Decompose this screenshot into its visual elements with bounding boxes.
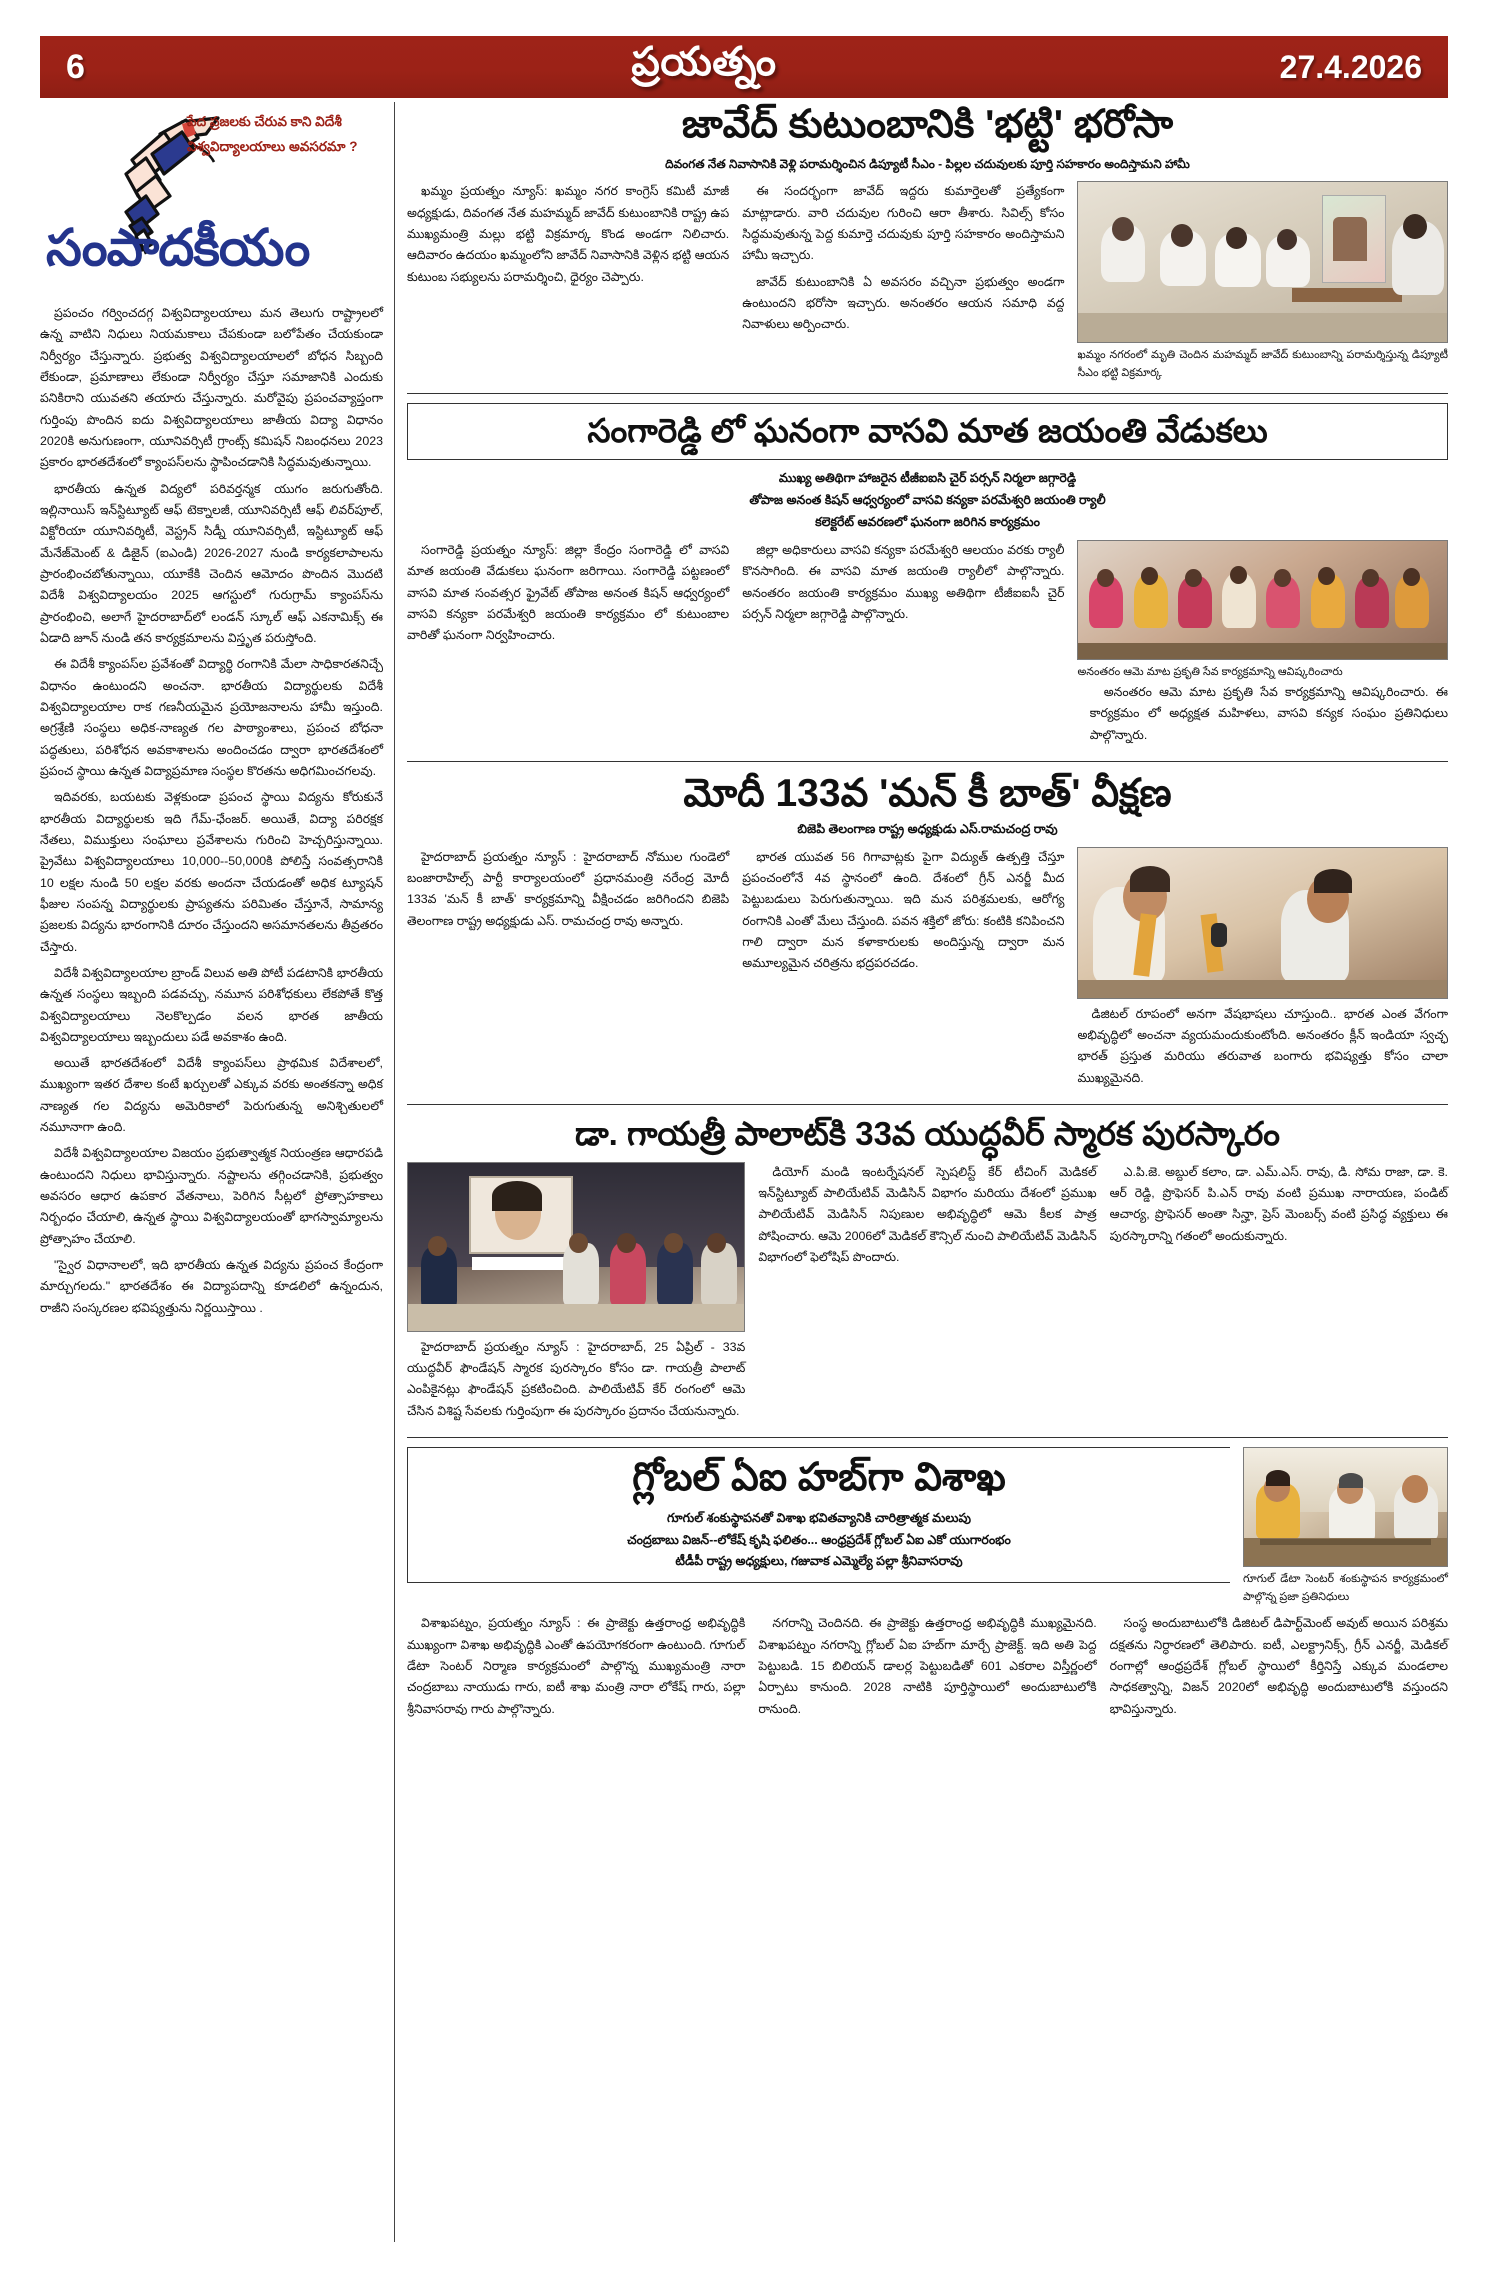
article-ai-col-2 xyxy=(758,1613,1096,1720)
page-masthead-bar xyxy=(40,36,1448,98)
headline-gayatri-palat-award: డా. గాయత్రీ పాలాట్‌కి 33వ యుద్ధవీర్ స్మారక పురస్కారం xyxy=(574,1114,1281,1152)
article-sangareddy-vasavi xyxy=(407,403,1448,751)
editorial-paragraph: ఈ విదేశీ క్యాంపస్‌ల ప్రవేశంతో విద్యార్థి రంగానికి మేలా సాధికారతనిచ్చే విధానం ఉంటుందని అంచనా. భారతీయ విద్యార్థులకు విదేశీ విశ్వవిద్యాలయాల రాక గణనీయమైన ప్రయోజనాలను హామీ ఇస్తుంది. అగ్రశ్రేణి సంస్థలు అధిక-నాణ్యత గల పాఠ్యాంశాలు, ప్రపంచ బోధనా పద్ధతులు, పరిశోధన అవకాశాలను అందించడం ద్వారా భారతదేశంలో ప్రపంచ స్థాయి ఉన్నత విద్యాప్రమాణ సంస్థల కొరతను అధిగమించగలవు. xyxy=(40,657,383,778)
article-sangareddy-col-2 xyxy=(742,540,1064,625)
paragraph: జావేద్ కుటుంబానికి ఏ అవసరం వచ్చినా ప్రభుత్వం అండగా ఉంటుందని భరోసా ఇచ్చారు. అనంతరం ఆయన సమాధి వద్ద నివాళులు అర్పించారు. xyxy=(742,274,1065,332)
article-javed-bhatti xyxy=(407,102,1448,383)
caption-ai-hub: గూగుల్ డేటా సెంటర్ శంకుస్థాపన కార్యక్రమంలో పాల్గొన్న ప్రజా ప్రతినిధులు xyxy=(1243,1572,1448,1603)
paragraph: డియోగ్ మండి ఇంటర్నేషనల్ స్పెషలిస్ట్ కేర్ టీచింగ్ మెడికల్ ఇన్‌స్టిట్యూట్ పాలియేటివ్ మెడిసిన్ విభాగం మరియు దేశంలో ప్రముఖ పాలియేటివ్ మెడిసిన్ నిపుణుల అభివృద్ధిలో ఆమె కీలక పాత్ర పోషించారు. ఆమె 2006లో మెడికల్ కౌన్సిల్ నుంచి పాలియేటివ్ మెడిసిన్ విభాగంలో ఫెలోషిప్ పొందారు. xyxy=(758,1164,1097,1264)
subhead-line-1: ముఖ్య అతిథిగా హాజరైన టీజీఐఐసి చైర్ పర్సన్ నిర్మలా జగ్గారెడ్డి xyxy=(778,471,1077,486)
editorial-kicker-line-1: పేద ప్రజలకు చేరువ కాని విదేశీ xyxy=(187,114,342,129)
paragraph: డిజిటల్ రూపంలో అనగా వేషభాషలు చూస్తుంది.. భారత ఎంత వేగంగా అభివృద్ధిలో అంచనా వ్యయమందుకుంటోంది. అనంతరం క్లీన్ ఇండియా స్వచ్ఛ భారత్ ప్రస్తుత మరియు తరువాత బంగారు భవిష్యత్తు కోసం చాలా ముఖ్యమైనది. xyxy=(1077,1006,1448,1085)
paragraph: విశాఖపట్నం, ప్రయత్నం న్యూస్ : ఈ ప్రాజెక్టు ఉత్తరాంధ్ర అభివృద్ధికి ముఖ్యంగా విశాఖ అభివృద్ధికి ఎంతో ఉపయోగకరంగా ఉంటుంది. గూగుల్ డేటా సెంటర్ నిర్మాణ కార్యక్రమంలో పాల్గొన్న ముఖ్యమంత్రి నారా చంద్రబాబు నాయుడు గారు, ఐటీ శాఖ మంత్రి నారా లోకేష్ గారు, పల్లా శ్రీనివాసరావు గారు పాల్గొన్నారు. xyxy=(407,1616,746,1716)
subhead-line-2: తోపాజ అనంత కిషన్ ఆధ్వర్యంలో వాసవి కన్యకా పరమేశ్వరి జయంతి ర్యాలీ xyxy=(749,493,1106,508)
editorial-paragraph: అయితే భారతదేశంలో విదేశీ క్యాంపస్‌లు ప్రాథమిక విదేశాలలో, ముఖ్యంగా ఇతర దేశాల కంటే ఖర్చులతో ఎక్కువ వరకు అంతకన్నా అధిక నాణ్యత గల విద్యను అమెరికాలో పెరుగుతున్న అనిశ్చితులలో నమూనాగా ఉంది. xyxy=(40,1056,383,1135)
photo-gayatri-stage xyxy=(407,1162,745,1332)
deck-javed-bhatti: దివంగత నేత నివాసానికి వెళ్లి పరామర్శించిన డిప్యూటీ సీఎం - పిల్లల చదువులకు పూర్తి సహకారం అందిస్తామని హామీ xyxy=(665,156,1190,171)
editorial-logo-block xyxy=(40,102,383,297)
subhead-line-3: కలెక్టరేట్ ఆవరణలో ఘనంగా జరిగిన కార్యక్రమం xyxy=(815,515,1040,530)
news-column xyxy=(395,102,1448,2242)
article-javed-col-2 xyxy=(742,181,1064,335)
editorial-paragraph: విదేశీ విశ్వవిద్యాలయాల విజయం ప్రభుత్వాత్మక నియంత్రణ ఆధారపడి ఉంటుందని నిధులు భావిస్తున్నారు. నష్టాలను తగ్గించడానికి, ప్రభుత్వం అవసరం ఆధార ఉపకార వేతనాలు, పెరిగిన సీట్లలో ప్రోత్సాహకాలు నిర్బంధం చేయాలి, ఉన్నత స్థాయి విశ్వవిద్యాలయంతో భాగస్వామ్యాలను ప్రోత్సాహం చేయాలి. xyxy=(40,1146,383,1246)
page-number: 6 xyxy=(66,47,86,86)
editorial-paragraph: విదేశీ విశ్వవిద్యాలయాల బ్రాండ్ విలువ అతి పోటీ పడటానికి భారతీయ ఉన్నత సంస్థలు ఇబ్బంది పడవచ్చు, నమూన పరిశోధకులు లేకపోతే కొత్త విశ్వవిద్యాలయాలు నెలకొల్పడం వలన భారత జాతీయ విశ్వవిద్యాలయాలు ఇబ్బందులు పడే అవకాశం ఉంది. xyxy=(40,965,383,1044)
paragraph: ఖమ్మం ప్రయత్నం న్యూస్: ఖమ్మం నగర కాంగ్రెస్ కమిటీ మాజీ అధ్యక్షుడు, దివంగత నేత మహమ్మద్ జావేద్ కుటుంబానికి రాష్ట్ర ఉప ముఖ్యమంత్రి మల్లు భట్టి విక్రమార్క కొండ అండగా నిలిచారు. ఆదివారం ఉదయం ఖమ్మంలోని జావేద్ నివాసానికి వెళ్లిన భట్టి ఆయన కుటుంబ సభ్యులను పరామర్శించి, ధైర్యం చెప్పారు. xyxy=(407,184,730,284)
headline-global-ai-hub: గ్లోబల్ ఏఐ హబ్‌గా విశాఖ xyxy=(632,1455,1006,1499)
editorial-paragraph: భారతీయ ఉన్నత విద్యలో పరివర్తన్మక యుగం జరుగుతోంది. ఇల్లినాయిస్ ఇన్‌స్టిట్యూట్ ఆఫ్ టెక్నాలజీ, యూనివర్సిటీ ఆఫ్ లివర్‌పూల్, విక్టోరియా యూనివర్శిటీ, వెస్ట్రన్ సిడ్నీ యూనివర్సిటీ, ఇస్టిట్యూట్ ఆఫ్ మేనేజ్‌మెంట్ & డిజైన్ (ఐఎండి) 2026-2027 నుండి కార్యకలాపాలను ప్రారంభించబోతున్నాయి, యూకేకి చెందిన ఆమోదం పొందిన మొదటి విదేశీ విశ్వవిద్యాలయం 2025 ఆగస్టులో గురుగ్రామ్ క్యాంపస్‌ను ప్రారంభించి, అలాగే హైదరాబాద్‌లో లండన్ స్కూల్ ఆఫ్ ఎకనామిక్స్ ఈ ఏడాది జూన్ నుండి తన కార్యక్రమాలను విస్తృత పరుస్తోంది. xyxy=(40,481,383,645)
editorial-logo-text: సంపాదకీయం xyxy=(46,221,310,277)
headline-box-sangareddy xyxy=(407,403,1448,461)
article-ai-col-1 xyxy=(407,1613,745,1720)
article-javed-col-1 xyxy=(407,181,729,288)
paragraph: అనంతరం ఆమె మాట ప్రకృతి సేవ కార్యక్రమాన్ని ఆవిష్కరించారు. ఈ కార్యక్రమం లో అధ్యక్షత మహిళలు, వాసవి కన్యక సంఘం ప్రతినిధులు పాల్గొన్నారు. xyxy=(1089,684,1448,742)
paragraph: భారత యువత 56 గిగావాట్లకు పైగా విద్యుత్ ఉత్పత్తి చేస్తూ ప్రపంచంలోనే 4వ స్థానంలో ఉంది. దేశంలో గ్రీన్ ఎనర్జీ మీద పెట్టుబడులు పెరుగుతున్నాయి. ఇది మన పరిశ్రమలకు, ఆరోగ్య రంగానికి ఎంతో మేలు చేస్తుంది. పవన శక్తిలో జోరు: కంటికి కనిపించని గాలి ద్వారా మన కళాకారులకు అందిస్తున్న ద్వారా మన అమూల్యమైన చరిత్రను భద్రపరచడం. xyxy=(742,849,1065,971)
article-modi-mann-ki-baat xyxy=(407,771,1448,1094)
subhead-line-1: గూగుల్ శంకుస్థాపనతో విశాఖ భవితవ్యానికి చారిత్రాత్మక మలుపు xyxy=(667,1510,971,1525)
editorial-paragraph: ఇదివరకు, బయటకు వెళ్లకుండా ప్రపంచ స్థాయి విద్యను కోరుకునే భారతీయ విద్యార్థులకు ఇది గేమ్-ఛేంజర్. అయితే, విద్యా పరిరక్షక నేతలు, విముక్తులు సంఘాలు ప్రవేశాలను గురించి హెచ్చరిస్తున్నాయి. ప్రైవేటు విశ్వవిద్యాలయాలు 10,000--50,000కి పోలిస్తే సంవత్సరానికి 10 లక్షల నుండి 50 లక్షల వరకు అందనా చేయడంతో అధిక ట్యూషన్ ఫీజుల సంపన్న విద్యార్థులకు ప్రాప్యతను పరిమితం చేస్తూనే, సామాన్య ప్రజలకు విద్యను భారంగానికి దూరం చేస్తుందని అసమానతలను తీవ్రతరం చేస్తారు. xyxy=(40,790,383,954)
caption-javed-family: ఖమ్మం నగరంలో మృతి చెందిన మహమ్మద్ జావేద్ కుటుంబాన్ని పరామర్శిస్తున్న డిప్యూటీ సీఎం భట్టి విక్రమార్క xyxy=(1077,349,1448,379)
article-ai-col-3 xyxy=(1110,1613,1448,1720)
article-gayatri-palat-award xyxy=(407,1114,1448,1427)
editorial-body xyxy=(40,303,383,1319)
article-modi-col-3 xyxy=(1077,1004,1448,1089)
paragraph: హైదరాబాద్ ప్రయత్నం న్యూస్ : హైదరాబాద్, 25 ఏప్రిల్ - 33వ యుద్ధవీర్ ఫౌండేషన్ స్మారక పురస్కారం కోసం డా. గాయత్రీ పాలాట్ ఎంపికైనట్లు ఫౌండేషన్ ప్రకటించింది. పాలియేటివ్ కేర్ రంగంలో ఆమె చేసిన విశిష్ట సేవలకు గుర్తింపుగా ఈ పురస్కారం ప్రదానం చేయనున్నారు. xyxy=(407,1339,746,1418)
subhead-sangareddy xyxy=(407,468,1448,534)
editorial-paragraph: ప్రపంచం గర్వించదగ్గ విశ్వవిద్యాలయాలు మన తెలుగు రాష్ట్రాలలో ఉన్న వాటిని నిధులు నియమకాలు చేపకుండా బలోపేతం చేయకుండా నిర్వీర్యం చేస్తున్నారు. ప్రభుత్వ విశ్వవిద్యాలయాలలో బోధన సిబ్బంది లేకుండా, ప్రమాణాలు లేకుండా నిర్వీర్యం చేస్తూ సమాజానికి ఎందుకు పనికిరాని యువతని తయారు చేస్తున్నారు. మరోవైపు ప్రపంచవ్యాప్తంగా గుర్తింపు పొందిన ఐదు విశ్వవిద్యాలయాలు జాతీయ విద్యా విధానం 2020కి అనుగుణంగా, యూనివర్సిటీ గ్రాంట్స్ కమిషన్ నిబంధనలు 2023 ప్రకారం భారతదేశంలో క్యాంపస్‌లను స్థాపించడానికి సిద్ధమవుతున్నాయి. xyxy=(40,306,383,470)
page-body xyxy=(40,102,1448,2242)
paragraph: ఈ సందర్భంగా జావేద్ ఇద్దరు కుమార్తెలతో ప్రత్యేకంగా మాట్లాడారు. వారి చదువుల గురించి ఆరా తీశారు. సివిల్స్ కోసం సిద్ధమవుతున్న పెద్ద కుమార్తె చదువుకు పూర్తి సహకారం అందిస్తామని హామీ ఇచ్చారు. xyxy=(742,184,1065,263)
section-divider xyxy=(407,393,1448,394)
editorial-paragraph: "స్వైర విధానాలలో, ఇది భారతీయ ఉన్నత విద్యను ప్రపంచ కేంద్రంగా మార్చుగలదు." భారతదేశం ఈ విద్యాపదాన్ని కూడలిలో ఉన్నందున, రాజీని సంస్కరణల భవిష్యత్తును నిర్ణయిస్తాయి . xyxy=(40,1258,383,1315)
editorial-kicker-line-2: విశ్వవిద్యాలయాలు అవసరమా ? xyxy=(187,138,358,154)
headline-modi-mann-ki-baat: మోదీ 133వ 'మన్ కీ బాత్' వీక్షణ xyxy=(683,771,1172,815)
photo-javed-family xyxy=(1077,181,1448,343)
photo-ai-hub xyxy=(1243,1447,1448,1567)
article-sangareddy-col-3 xyxy=(1090,682,1448,746)
caption-vasavi-group: అనంతరం ఆమె మాట ప్రకృతి సేవ కార్యక్రమాన్ని ఆవిష్కరించారు xyxy=(1077,666,1343,679)
section-divider xyxy=(407,1104,1448,1105)
issue-date: 27.4.2026 xyxy=(1279,48,1422,85)
paragraph: నగరాన్ని చెందినది. ఈ ప్రాజెక్టు ఉత్తరాంధ్ర అభివృద్ధికి ముఖ్యమైనది. విశాఖపట్నం నగరాన్ని గ్లోబల్ ఏఐ హబ్‌గా మార్చే ప్రాజెక్ట్. ఇది అతి పెద్ద పెట్టుబడి. 15 బిలియన్ డాలర్ల పెట్టుబడితో 601 ఎకరాల విస్తీర్ణంలో ఏర్పాటు కానుంది. 2028 నాటికి పూర్తిస్థాయిలో అందుబాటులోకి రానుంది. xyxy=(758,1616,1097,1716)
section-divider xyxy=(407,1437,1448,1438)
paragraph: హైదరాబాద్ ప్రయత్నం న్యూస్ : హైదరాబాద్ నోముల గుండెలో బంజారాహిల్స్ పార్టీ కార్యాలయంలో ప్రధానమంత్రి నరేంద్ర మోదీ 133వ 'మన్ కీ బాత్' కార్యక్రమాన్ని వీక్షించడం జరిగిందని బిజెపి తెలంగాణ రాష్ట్ర అధ్యక్షుడు ఎస్. రామచంద్ర రావు అన్నారు. xyxy=(407,849,730,928)
article-modi-col-2 xyxy=(742,847,1064,975)
section-divider xyxy=(407,761,1448,762)
subhead-ai-hub xyxy=(418,1508,1220,1574)
editorial-column xyxy=(40,102,395,2242)
headline-sangareddy-vasavi: సంగారెడ్డి లో ఘనంగా వాసవి మాత జయంతి వేడుకలు xyxy=(587,411,1268,449)
article-sangareddy-col-1 xyxy=(407,540,729,647)
article-gayatri-col-2 xyxy=(758,1162,1096,1269)
article-gayatri-col-1 xyxy=(407,1337,745,1422)
article-global-ai-hub-vizag xyxy=(407,1447,1448,1725)
editorial-kicker xyxy=(187,110,383,160)
photo-vasavi-group xyxy=(1077,540,1448,660)
byline-modi-article: బిజెపి తెలంగాణ రాష్ట్ర అధ్యక్షుడు ఎస్.రామచంద్ర రావు xyxy=(797,821,1058,836)
newspaper-title: ప్రయత్నం xyxy=(631,39,777,84)
article-modi-col-1 xyxy=(407,847,729,932)
headline-javed-bhatti: జావేద్ కుటుంబానికి 'భట్టి' భరోసా xyxy=(681,103,1174,146)
subhead-line-3: టీడీపీ రాష్ట్ర అధ్యక్షులు, గజువాక ఎమ్మెల్యే పల్లా శ్రీనివాసరావు xyxy=(675,1554,963,1569)
photo-modi-speaker xyxy=(1077,847,1448,999)
paragraph: సంగారెడ్డి ప్రయత్నం న్యూస్: జిల్లా కేంద్రం సంగారెడ్డి లో వాసవి మాత జయంతి వేడుకలు ఘనంగా జరిగాయి. సంగారెడ్డి పట్టణంలో వాసవి మాత సంవత్సర ఫ్రైవేట్ తోపాజ అనంత కిషన్ ఆధ్వర్యంలో వాసవి కన్యకా పరమేశ్వరి జయంతి కార్యక్రమం లో కుటుంబాల వారితో ఘనంగా నిర్వహించారు. xyxy=(407,543,730,643)
subhead-line-2: చంద్రబాబు విజన్--లోకేష్ కృషి ఫలితం... ఆంధ్రప్రదేశ్ గ్లోబల్ ఏఐ ఎకో యుగారంభం xyxy=(627,1532,1011,1547)
article-gayatri-col-3 xyxy=(1110,1162,1448,1247)
paragraph: సంస్థ అందుబాటులోకి డిజిటల్ డిపార్ట్‌మెంట్ అవుట్ అయిన పరిశ్రమ దక్షతను నిర్ధారణలో తెలిపారు. ఐటీ, ఎలక్ట్రానిక్స్, గ్రీన్ ఎనర్జీ, మెడికల్ రంగాల్లో ఆంధ్రప్రదేశ్ గ్లోబల్ స్థాయిలో కీర్తినిస్తే ఎక్కువ మండలాల సాధకత్వాన్ని, విజన్ 2020లో అభివృద్ధి అందుబాటులోకి వస్తుందని భావిస్తున్నారు. xyxy=(1109,1616,1448,1716)
paragraph: ఎ.పి.జె. అబ్దుల్ కలాం, డా. ఎమ్.ఎస్. రావు, డి. సోమ రాజా, డా. కె. ఆర్ రెడ్డి, ప్రొఫెసర్ పి.ఎన్ రావు వంటి ప్రముఖ నారాయణ, పండిట్ ఆచార్య, ప్రొఫెసర్ అంతా సిన్హా, ప్రెస్ మెంబర్స్ వంటి ప్రసిద్ధ వ్యక్తులు ఈ పురస్కారాన్ని గతంలో అందుకున్నారు. xyxy=(1109,1164,1448,1243)
paragraph: జిల్లా అధికారులు వాసవి కన్యకా పరమేశ్వరి ఆలయం వరకు ర్యాలీ కొనసాగింది. ఈ వాసవి మాత జయంతి ర్యాలీలో పాల్గొన్నారు. అనంతరం జయంతి కార్యక్రమం ముఖ్య అతిథిగా టీజీఐఐసీ చైర్ పర్సన్ నిర్మలా జగ్గారెడ్డి పాల్గొన్నారు. xyxy=(742,543,1065,622)
headline-box-ai-hub xyxy=(407,1447,1230,1583)
